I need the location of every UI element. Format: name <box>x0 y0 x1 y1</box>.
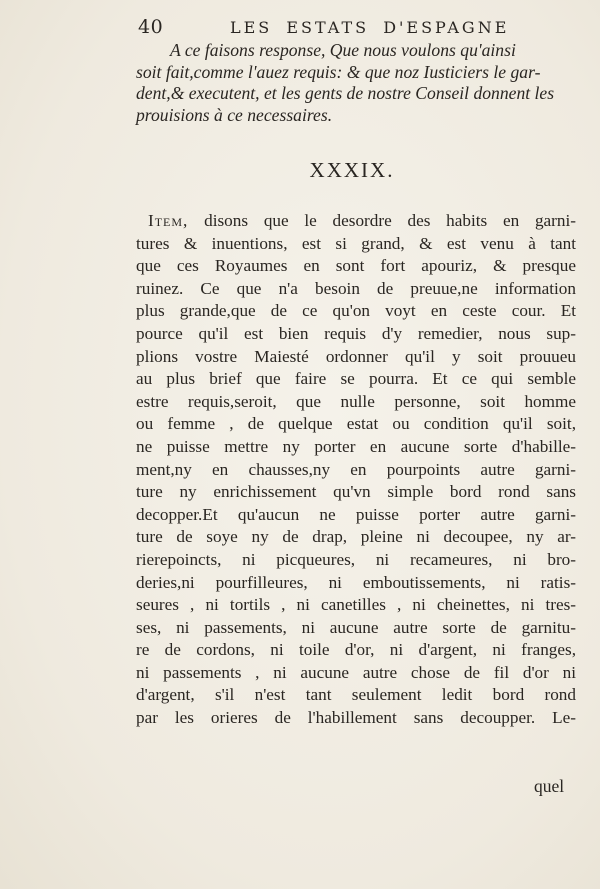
opening-word: Item, <box>148 211 189 230</box>
body-line: plions vostre Maiesté ordonner qu'il y soit prouueu <box>136 346 576 366</box>
page-number: 40 <box>138 16 164 38</box>
body-line: re de cordons, ni toile d'or, ni d'argent, ni franges, <box>136 640 576 660</box>
body-line: ni passements , ni aucune autre chose de fil d'or ni <box>136 662 576 682</box>
royal-response <box>136 40 576 126</box>
running-head <box>138 14 578 38</box>
body-line: ne puisse mettre ny porter en aucune sorte d'habille- <box>136 436 576 456</box>
body-line: pource qu'il est bien requis d'y remedier, nous sup- <box>136 323 576 343</box>
running-title: LES ESTATS D'ESPAGNE <box>230 18 510 37</box>
body-line: estre requis,seroit, que nulle personne, soit homme <box>136 391 576 411</box>
body-line: que ces Royaumes en sont fort apouriz, & presque <box>136 256 576 276</box>
body-line: plus grande,que de ce qu'on voyt en ceste cour. Et <box>136 301 576 321</box>
chapter-number: XXXIX. <box>309 158 395 182</box>
catchword: quel <box>534 776 565 796</box>
body-first-line <box>136 210 576 233</box>
body-line: au plus brief que faire se pourra. Et ce qui semble <box>136 369 576 389</box>
chapter-heading <box>0 158 600 183</box>
response-line: A ce faisons response, Que nous voulons qu'ainsi <box>170 40 516 60</box>
response-line: prouisions à ce necessaires. <box>136 104 333 125</box>
body-line: d'argent, s'il n'est tant seulement ledit bord rond <box>136 685 576 705</box>
body-line: par les orieres de l'habillement sans decoupper. Le- <box>136 708 576 728</box>
body-line: ses, ni passements, ni aucune autre sorte de garnitu- <box>136 617 576 637</box>
body-line: ou femme , de quelque estat ou condition qu'il soit, <box>136 414 576 434</box>
response-line: soit fait,comme l'auez requis: & que noz Iusticiers le gar- <box>136 61 541 82</box>
body-line: ruinez. Ce que n'a besoin de preuue,ne information <box>136 278 576 298</box>
body-line: ture ny enrichissement qu'vn simple bord rond sans <box>136 482 576 502</box>
response-line: dent,& executent, et les gents de nostre Conseil donnent les <box>136 83 555 103</box>
body-line: tures & inuentions, est si grand, & est venu à tant <box>136 233 576 253</box>
body-line: ture de soye ny de drap, pleine ni decoupee, ny ar- <box>136 527 576 547</box>
body-line: ment,ny en chausses,ny en pourpoints autre garni- <box>136 459 576 479</box>
article-body <box>136 210 576 730</box>
body-line: decopper.Et qu'aucun ne puisse porter autre garni- <box>136 504 576 524</box>
body-line: seures , ni tortils , ni canetilles , ni cheinettes, ni tres- <box>136 595 576 615</box>
body-line: rierepoincts, ni picqueures, ni recameures, ni bro- <box>136 549 576 569</box>
body-line: deries,ni pourfilleures, ni emboutissements, ni ratis- <box>136 572 576 592</box>
first-line-text: disons que le desordre des habits en garni- <box>188 211 576 230</box>
